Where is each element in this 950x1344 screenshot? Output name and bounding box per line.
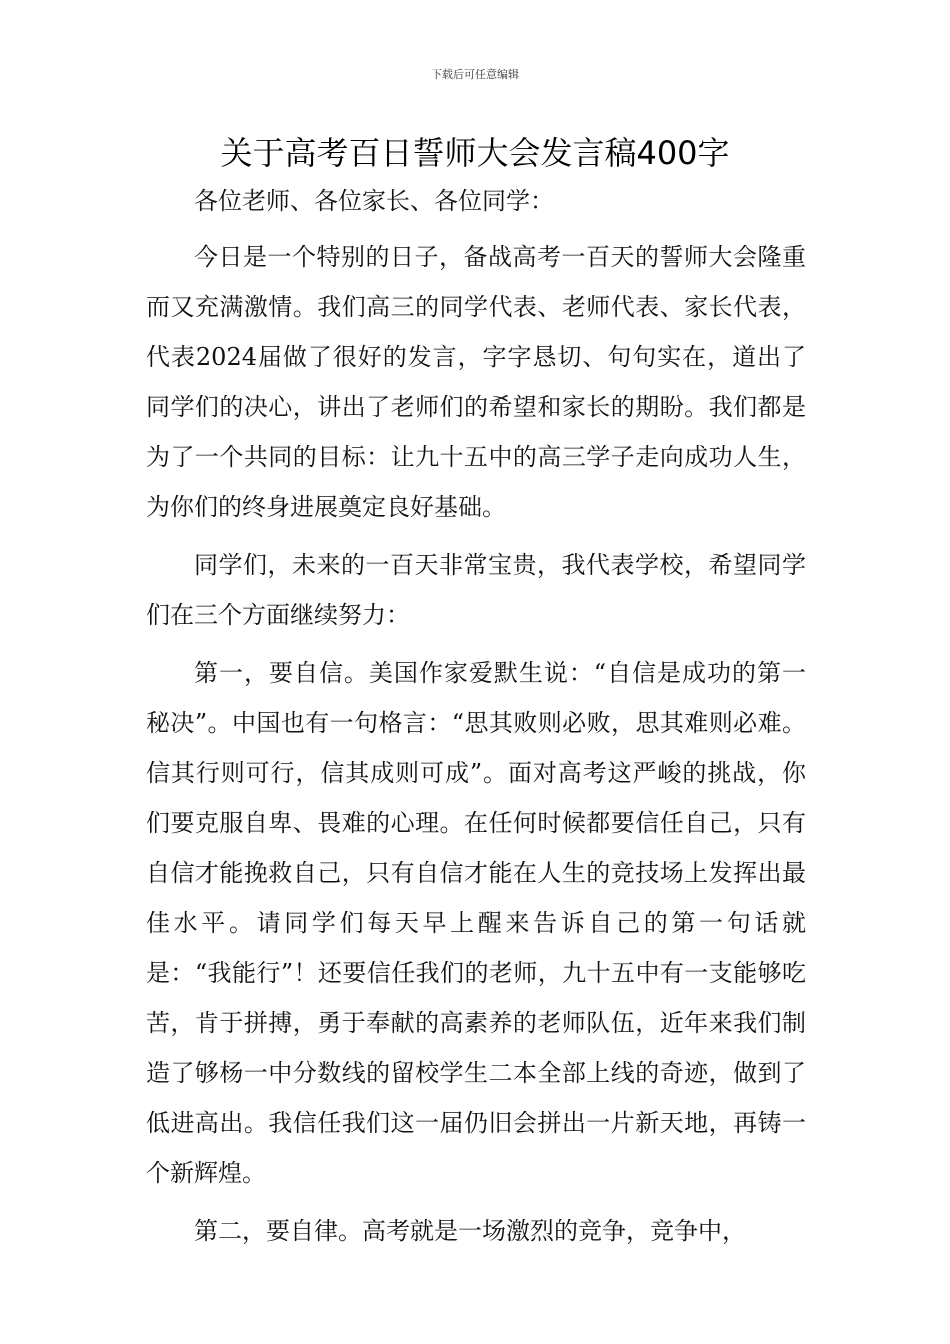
paragraph-1: 今日是一个特别的日子，备战高考一百天的誓师大会隆重而又充满激情。我们高三的同学代表、老师代表、家长代表，代表2024届做了很好的发言，字字恳切、句句实在，道出了同学们的决心，讲出了老师们的希望和家长的期盼。我们都是为了一个共同的目标：让九十五中的高三学子走向成功人生，为你们的终身进展奠定良好基础。 (146, 243, 806, 521)
paragraph-2: 同学们，未来的一百天非常宝贵，我代表学校，希望同学们在三个方面继续努力： (146, 551, 806, 629)
page-header-note: 下载后可任意编辑 (431, 68, 519, 81)
document-body (146, 176, 806, 1256)
paragraph-4: 第二，要自律。高考就是一场激烈的竞争，竞争中， (194, 1217, 746, 1245)
paragraph-3: 第一，要自信。美国作家爱默生说：“自信是成功的第一秘决”。中国也有一句格言：“思其败则必败，思其难则必难。信其行则可行，信其成则可成”。面对高考这严峻的挑战，你们要克服自卑、畏难的心理。在任何时候都要信任自己，只有自信才能挽救自己，只有自信才能在人生的竞技场上发挥出最佳水平。请同学们每天早上醒来告诉自己的第一句话就是：“我能行”！还要信任我们的老师，九十五中有一支能够吃苦，肯于拼搏，勇于奉献的高素养的老师队伍，近年来我们制造了够杨一中分数线的留校学生二本全部上线的奇迹，做到了低进高出。我信任我们这一届仍旧会拼出一片新天地，再铸一个新辉煌。 (146, 659, 806, 1187)
document-title: 关于高考百日誓师大会发言稿400字 (220, 134, 730, 172)
salutation: 各位老师、各位家长、各位同学： (194, 187, 554, 215)
